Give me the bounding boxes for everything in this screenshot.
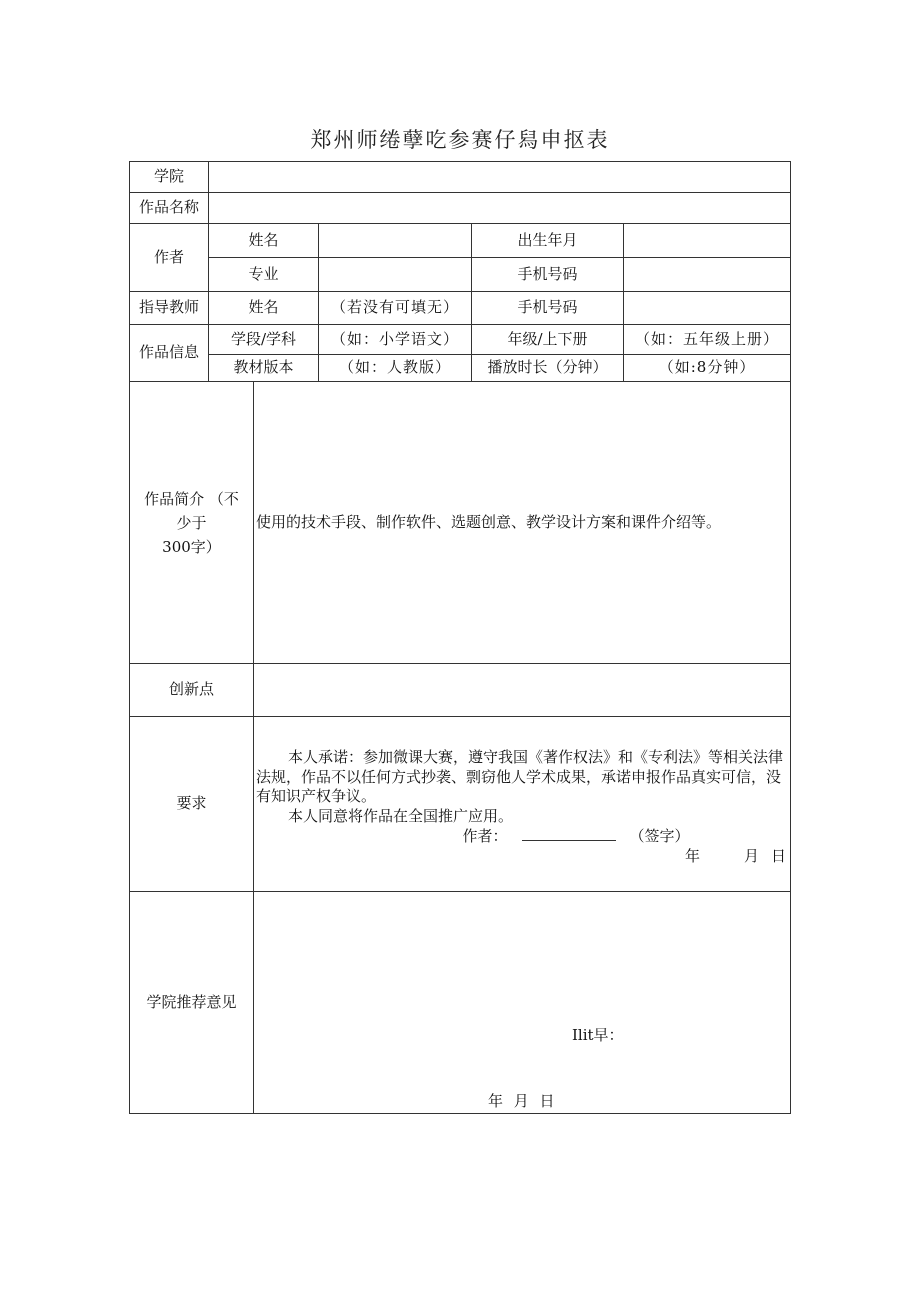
recommendation-label: 学院推荐意见 [130,892,254,1114]
author-signature-line [256,826,786,847]
duration-field[interactable]: （如:8分钟） [624,355,791,382]
work-name-field[interactable] [209,193,791,224]
college-field[interactable] [209,162,791,193]
advisor-name-field[interactable]: （若没有可填无） [319,292,472,325]
requirements-consent: 本人同意将作品在全国推广应用。 [288,806,514,825]
edition-label: 教材版本 [209,355,319,382]
birth-field[interactable] [624,224,791,258]
work-name-label: 作品名称 [130,193,209,224]
author-phone-field[interactable] [624,258,791,292]
intro-label-line1: 作品简介 （不 [144,489,239,508]
stage-field[interactable]: （如：小学语文） [319,325,472,355]
requirements-date [256,847,786,867]
application-form [129,161,791,1114]
innovation-field[interactable] [254,664,791,717]
author-sign-label: 作者： [462,827,508,845]
innovation-label: 创新点 [130,664,254,717]
date-day: 日 [771,846,787,865]
author-phone-label: 手机号码 [472,258,624,292]
sign-note: （签字） [629,827,690,845]
duration-label: 播放时长（分钟） [472,355,624,382]
birth-label: 出生年月 [472,224,624,258]
requirements-pledge: 本人承诺：参加微课大赛，遵守我国《著作权法》和《专利法》等相关法律法规，作品不以任何方式抄袭、剽窃他人学术成果，承诺申报作品真实可信，没有知识产权争议。 [256,748,784,805]
intro-label-line2: 少于 [176,513,207,532]
recommendation-date: 年 月 日 [488,1092,555,1110]
signature-blank[interactable] [522,826,616,841]
edition-field[interactable]: （如：人教版） [319,355,472,382]
intro-label [130,382,254,664]
author-label: 作者 [130,224,209,292]
info-label: 作品信息 [130,325,209,382]
advisor-label: 指导教师 [130,292,209,325]
recommendation-field[interactable] [254,892,791,1114]
author-name-label: 姓名 [209,224,319,258]
intro-label-line3: 300字） [162,537,221,556]
advisor-phone-label: 手机号码 [472,292,624,325]
requirements-content [254,717,791,892]
college-label: 学院 [130,162,209,193]
major-field[interactable] [319,258,472,292]
major-label: 专业 [209,258,319,292]
seal-label: Ilit早： [572,1026,624,1044]
date-year: 年 [685,846,701,865]
stage-label: 学段/学科 [209,325,319,355]
page-title: 郑州师绻孽吃参赛仔舄申抠表 [310,128,610,152]
grade-label: 年级/上下册 [472,325,624,355]
grade-field[interactable]: （如：五年级上册） [624,325,791,355]
advisor-phone-field[interactable] [624,292,791,325]
intro-content[interactable]: 使用的技术手段、制作软件、选题创意、教学设计方案和课件介绍等。 [254,382,791,664]
requirements-label: 要求 [130,717,254,892]
author-name-field[interactable] [319,224,472,258]
advisor-name-label: 姓名 [209,292,319,325]
date-month: 月 [744,846,760,865]
